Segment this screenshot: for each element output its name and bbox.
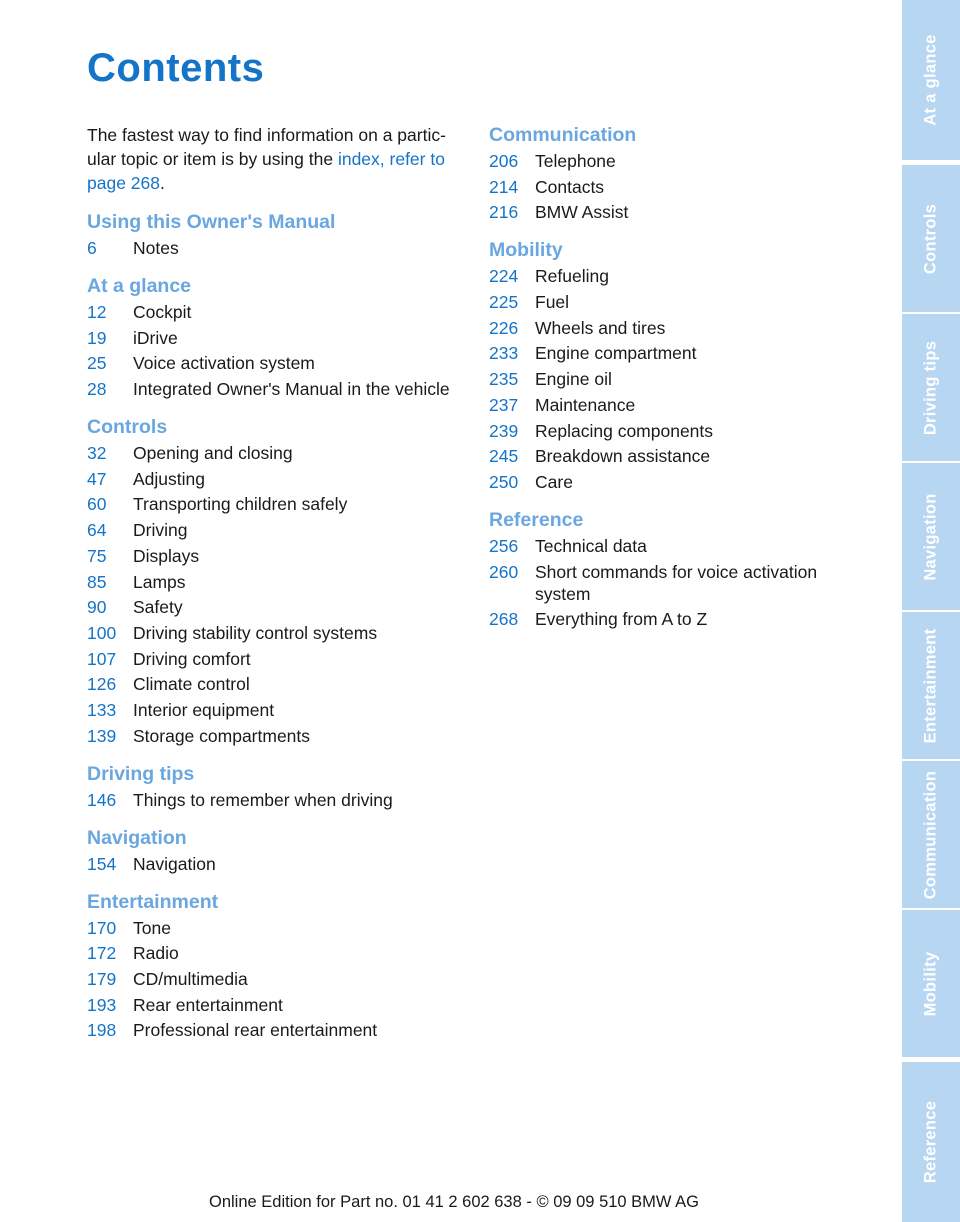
entry-title: Technical data [535,535,647,556]
page-number-link[interactable]: 193 [87,994,117,1015]
tab-mobility[interactable] [902,910,960,1057]
entry-title: Refueling [535,266,609,287]
entry-title: Radio [133,943,179,964]
section-entertainment [87,889,467,1042]
page-number-link[interactable]: 239 [489,420,519,441]
tab-navigation[interactable] [902,463,960,610]
toc-entry[interactable] [489,265,849,287]
page-number-link[interactable]: 100 [87,622,117,643]
toc-entry[interactable] [87,789,467,811]
entry-title: Opening and closing [133,443,293,464]
section-using-this-owner-s-manual [87,209,467,259]
toc-entry[interactable] [87,378,467,400]
toc-entry[interactable] [87,942,467,964]
tab-label: Communication [921,770,940,899]
section-title: Reference [489,508,584,531]
toc-entry[interactable] [87,699,467,721]
section-mobility [489,237,849,493]
intro-paragraph [87,123,467,195]
section-reference [489,507,849,630]
page-number-link[interactable]: 235 [489,369,519,390]
toc-entry[interactable] [489,420,849,442]
page-number-link[interactable]: 47 [87,468,107,489]
contents-left-column [87,123,467,1055]
tab-label: Entertainment [921,628,940,743]
entry-title: Tone [133,917,171,938]
entry-title: Integrated Owner's Manual in the vehicle [133,379,450,400]
tab-label: At a glance [921,34,940,126]
page-number-link[interactable]: 216 [489,202,519,223]
entry-title: Wheels and tires [535,317,666,338]
section-title: Navigation [87,826,187,849]
toc-entry[interactable] [489,291,849,313]
section-navigation [87,825,467,875]
toc-entry[interactable] [489,368,849,390]
toc-entry[interactable] [489,201,849,223]
entry-title: Replacing components [535,420,714,441]
entry-title: Transporting children safely [133,494,348,515]
entry-title: Driving stability control systems [133,622,378,643]
toc-entry[interactable] [87,571,467,593]
entry-title: CD/multimedia [133,969,248,989]
section-title: Communication [489,124,637,146]
entry-title: iDrive [133,327,178,348]
entry-title: Cockpit [133,302,192,322]
section-title: Mobility [489,239,563,262]
toc-entry[interactable] [87,917,467,939]
toc-entry[interactable] [87,493,467,515]
entry-title: Care [535,471,573,492]
entry-title: Maintenance [535,394,636,415]
page-number-link[interactable]: 64 [87,520,107,541]
toc-entry[interactable] [489,535,849,557]
tab-at-a-glance[interactable] [902,0,960,160]
toc-entry[interactable] [489,471,849,493]
tab-reference[interactable] [902,1062,960,1222]
entry-title: Driving comfort [133,648,251,669]
page-number-link[interactable]: 126 [87,674,117,695]
entry-title: Engine compartment [535,343,697,364]
page-number-link[interactable]: 224 [489,266,519,287]
section-title: Using this Owner's Manual [87,211,336,233]
entry-title: Things to remember when driving [133,789,393,810]
page-number-link[interactable]: 233 [489,343,519,364]
section-title: Entertainment [87,890,219,913]
toc-entry[interactable] [87,994,467,1016]
entry-title: Navigation [133,853,216,874]
entry-title: Rear entertainment [133,994,283,1015]
tab-controls[interactable] [902,165,960,312]
section-title: At a glance [87,275,192,297]
page-number-link[interactable]: 245 [489,446,519,467]
section-driving-tips [87,761,467,811]
page-number-link[interactable]: 170 [87,917,117,938]
page-number-link[interactable]: 198 [87,1020,117,1041]
toc-entry[interactable] [489,608,849,630]
entry-title: Driving [133,520,188,541]
page-number-link[interactable]: 60 [87,494,107,515]
page-number-link[interactable]: 32 [87,443,107,464]
entry-title: Voice activation system [133,353,315,374]
page-number-link[interactable]: 179 [87,969,117,989]
left-sections [87,209,467,1041]
entry-title: Everything from A to Z [535,609,708,630]
section-title: Driving tips [87,762,195,785]
intro-end: . [160,173,165,193]
page-number-link[interactable]: 6 [87,238,97,258]
toc-entry[interactable] [489,317,849,339]
toc-entry[interactable] [87,853,467,875]
tab-communication[interactable] [902,761,960,908]
entry-title: Safety [133,597,183,618]
right-sections [489,122,849,630]
page-number-link[interactable]: 226 [489,317,519,338]
entry-title: Notes [133,238,179,258]
page-number-link[interactable]: 237 [489,394,519,415]
tab-entertainment[interactable] [902,612,960,759]
entry-title: Displays [133,545,200,566]
toc-entry[interactable] [87,545,467,567]
section-title: Controls [87,416,168,439]
page-number-link[interactable]: 139 [87,725,117,746]
section-controls [87,414,467,747]
page-number-link[interactable]: 146 [87,789,117,810]
entry-title: Adjusting [133,468,205,489]
page-number-link[interactable]: 256 [489,535,519,556]
toc-entry[interactable] [87,648,467,670]
index-link[interactable]: index, refer to page 268 [87,149,445,193]
tab-label: Mobility [921,951,940,1016]
page-number-link[interactable]: 214 [489,176,519,197]
entry-title: Telephone [535,151,616,171]
toc-entry[interactable] [87,237,467,259]
footer-edition-note: Online Edition for Part no. 01 41 2 602 638 - © 09 09 510 BMW AG [208,1193,700,1211]
toc-entry[interactable] [87,673,467,695]
tab-label: Controls [921,203,940,274]
entry-title: Professional rear entertainment [133,1020,378,1041]
tab-driving-tips[interactable] [902,314,960,461]
toc-entry[interactable] [87,301,467,323]
page-number-link[interactable]: 19 [87,327,107,348]
entry-title: Interior equipment [133,699,275,720]
toc-entry[interactable] [489,561,849,605]
page-number-link[interactable]: 225 [489,292,519,313]
entry-title: Engine oil [535,369,612,390]
page-number-link[interactable]: 172 [87,943,117,964]
entry-title: Contacts [535,176,605,197]
page-number-link[interactable]: 133 [87,699,117,720]
intro-text: The fastest way to find information on a partic-ular topic or item is by using the [87,125,446,169]
page-number-link[interactable]: 90 [87,597,107,618]
page-number-link[interactable]: 25 [87,353,107,374]
entry-title: Short commands for voice activation system [535,561,818,604]
page-title: Contents [87,46,265,90]
toc-entry[interactable] [87,1019,467,1041]
toc-entry[interactable] [489,342,849,364]
toc-entry[interactable] [87,352,467,374]
page-number-link[interactable]: 107 [87,648,117,669]
section-communication [489,122,849,223]
entry-title: Breakdown assistance [535,446,711,467]
toc-entry[interactable] [87,519,467,541]
page-number-link[interactable]: 75 [87,545,107,566]
page-number-link[interactable]: 85 [87,571,107,592]
page-number-link[interactable]: 206 [489,151,519,171]
toc-entry[interactable] [489,445,849,467]
page-number-link[interactable]: 12 [87,302,107,322]
tab-label: Navigation [921,492,940,581]
toc-entry[interactable] [87,442,467,464]
toc-entry[interactable] [87,622,467,644]
contents-right-column [489,122,849,644]
tab-label: Reference [921,1100,940,1184]
page-number-link[interactable]: 260 [489,561,519,582]
chapter-tabs [902,0,960,1222]
toc-entry[interactable] [87,327,467,349]
page-number-link[interactable]: 154 [87,853,117,874]
section-at-a-glance [87,273,467,400]
entry-title: Climate control [133,674,250,695]
page-number-link[interactable]: 250 [489,471,519,492]
toc-entry[interactable] [87,968,467,990]
page-number-link[interactable]: 28 [87,379,107,400]
entry-title: Fuel [535,292,570,313]
tab-label: Driving tips [921,340,940,435]
page-number-link[interactable]: 268 [489,609,519,630]
entry-title: Lamps [133,571,186,592]
toc-entry[interactable] [87,468,467,490]
toc-entry[interactable] [489,176,849,198]
toc-entry[interactable] [489,394,849,416]
entry-title: BMW Assist [535,202,629,223]
entry-title: Storage compartments [133,725,311,746]
toc-entry[interactable] [87,596,467,618]
toc-entry[interactable] [489,150,849,172]
toc-entry[interactable] [87,725,467,747]
